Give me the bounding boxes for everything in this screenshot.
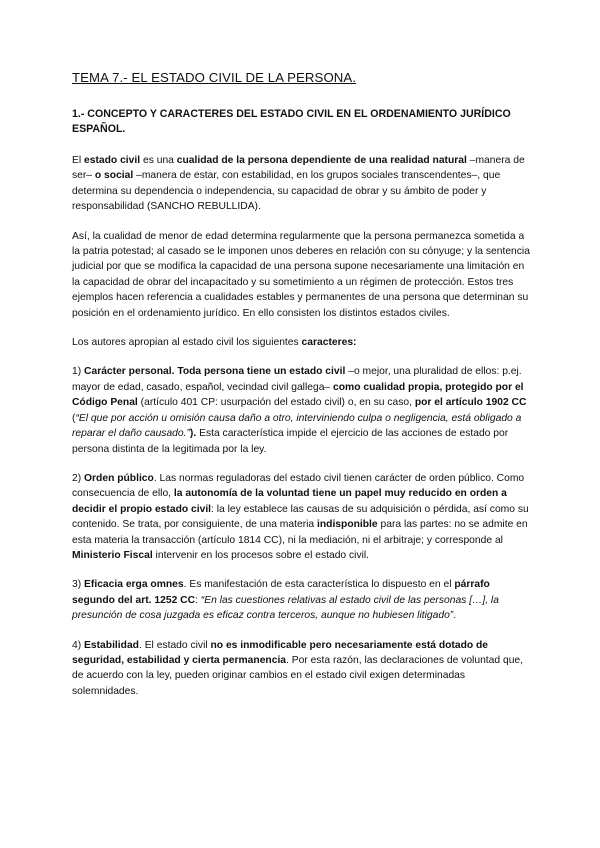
- text-run: . Es manifestación de esta característica lo dispuesto en el: [183, 579, 455, 591]
- text-run: (artículo 401 CP: usurpación del estado civil) o, en su caso,: [137, 397, 415, 409]
- document-title: TEMA 7.- EL ESTADO CIVIL DE LA PERSONA.: [72, 70, 357, 85]
- paragraph-eficacia: [72, 577, 532, 623]
- paragraph-definition: [72, 153, 532, 215]
- text-run: Los autores apropian al estado civil los siguientes: [72, 337, 302, 349]
- bold-run: Eficacia erga omnes: [84, 579, 184, 591]
- bold-run: como cualidad propia, protegido por el Código Penal: [72, 381, 524, 409]
- paragraph-caracter-personal: [72, 364, 532, 456]
- bold-run: indisponible: [317, 519, 378, 531]
- text-run: intervenir en los procesos sobre el estado civil.: [152, 549, 370, 561]
- text-run: (: [72, 412, 76, 424]
- text-run: –manera de estar, con estabilidad, en los grupos sociales transcendentes–, que determina su dependencia o independencia, su capacidad de obrar y su ámbito de poder y responsabilidad (SANCHO REBULLIDA).: [72, 170, 501, 213]
- text-run: :: [195, 594, 201, 606]
- text-run: –o mejor, una pluralidad de ellos: p.ej. mayor de edad, casado, español, vecindad civil gallega–: [72, 366, 522, 393]
- text-run: . El estado civil: [138, 639, 211, 651]
- text-run: para las partes: no se admite en esta materia la transacción (artículo 1814 CC), ni la mediación, ni el arbitraje; y corresponde al: [72, 519, 528, 546]
- text-run: –manera de ser–: [72, 155, 525, 182]
- bold-run: ).: [189, 428, 197, 440]
- text-run: .: [453, 610, 457, 622]
- paragraph-caracteres-intro: [72, 335, 532, 350]
- bold-run: estado civil: [84, 155, 141, 166]
- bold-run: Ministerio Fiscal: [72, 549, 153, 561]
- bold-run: la autonomía de la voluntad tiene un papel muy reducido en orden a decidir el propio estado civil: [72, 488, 507, 515]
- text-run: . Por esta razón, las declaraciones de voluntad que, de acuerdo con la ley, pueden originar cambios en el estado civil exigen determinadas solemnidades.: [72, 654, 524, 697]
- list-number: 4): [72, 639, 85, 651]
- italic-quote: “En las cuestiones relativas al estado civil de las personas […], la presunción de cosa juzgada es eficaz contra terceros, aunque no hubiesen litigado”: [72, 594, 499, 622]
- text-run: : la ley establece las causas de su adquisición o pérdida, así como su contenido. Se trata, por consiguiente, de una materia: [72, 503, 529, 531]
- bold-run: Orden público: [84, 472, 154, 484]
- bold-run: o social: [94, 170, 134, 182]
- document-page: [72, 70, 532, 713]
- bold-run: párrafo segundo del art. 1252 CC: [72, 579, 490, 606]
- list-number: 2): [72, 472, 85, 484]
- bold-run: Carácter personal. Toda persona tiene un estado civil: [84, 366, 346, 378]
- bold-run: caracteres:: [301, 337, 357, 349]
- bold-run: no es inmodificable pero necesariamente está dotado de seguridad, estabilidad y cierta permanencia: [72, 639, 489, 666]
- bold-run: por el artículo 1902 CC: [414, 397, 527, 409]
- paragraph-estabilidad: [72, 638, 532, 700]
- list-number: 3): [72, 579, 85, 591]
- italic-quote: “El que por acción u omisión causa daño a otro, interviniendo culpa o negligencia, está obligado a reparar el daño causado.”: [72, 412, 522, 440]
- text-run: es una: [140, 155, 177, 166]
- section-heading: 1.- CONCEPTO Y CARACTERES DEL ESTADO CIVIL EN EL ORDENAMIENTO JURÍDICO ESPAÑOL.: [72, 108, 511, 135]
- text-run: El: [72, 155, 85, 166]
- text-run: . Las normas reguladoras del estado civil tienen carácter de orden público. Como consecuencia de ello,: [72, 472, 525, 500]
- bold-run: cualidad de la persona dependiente de una realidad natural: [176, 155, 467, 166]
- bold-run: Estabilidad: [84, 639, 139, 651]
- list-number: 1): [72, 366, 85, 378]
- text-run: Esta característica impide el ejercicio de las acciones de estado por persona distinta de la legitimada por la ley.: [72, 428, 509, 455]
- paragraph-examples: Así, la cualidad de menor de edad determina regularmente que la persona permanezca sometida a la patria potestad; al casado se le imponen unos deberes en relación con su cónyuge; y la sentencia judicial por que se modifica la capacidad de una persona supone necesariamente una limitación en la capacidad de obrar del incapacitado y su sometimiento a un régimen de protección. Estos tres ejemplos hacen referencia a cualidades estables y permanentes de una persona que determinan su posición en el ordenamiento jurídico. En ello consisten los distintos estados civiles.: [72, 230, 530, 319]
- paragraph-orden-publico: [72, 471, 532, 563]
